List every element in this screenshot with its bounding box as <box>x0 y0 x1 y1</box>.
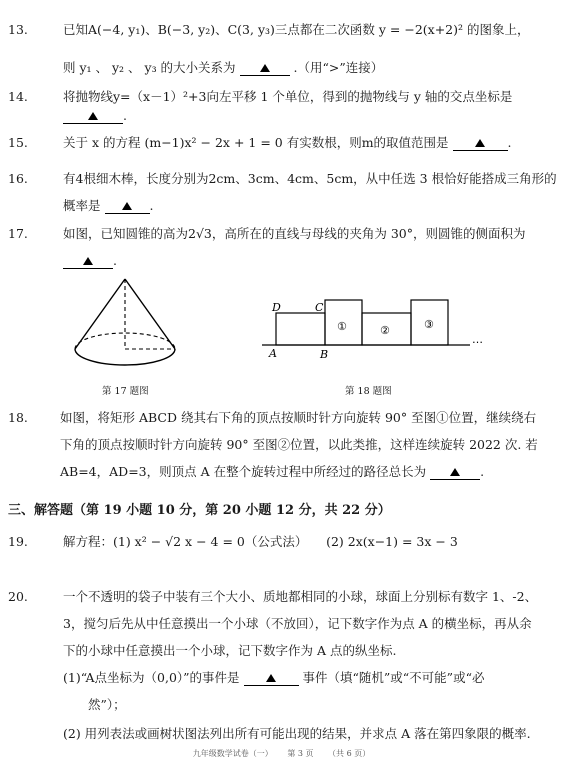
answer-blank-17 <box>63 252 113 269</box>
question-17-period: . <box>113 253 117 268</box>
page-footer <box>0 748 563 759</box>
question-18-number: 18. <box>8 410 28 425</box>
question-13-text: 已知A(−4, y₁)、B(−3, y₂)、C(3, y₃)三点都在二次函数 y = −2(x+2)² 的图象上， <box>63 22 530 37</box>
question-16-text-2: 概率是 <box>63 198 101 213</box>
question-16-period: . <box>149 198 154 213</box>
answer-blank-14 <box>63 107 123 124</box>
question-15-number: 15. <box>8 135 28 150</box>
question-18-text: 如图，将矩形 ABCD 绕其右下角的顶点按顺时针方向旋转 90° 至图①位置，继续绕右 <box>60 410 537 425</box>
question-20-part-1-hint: 事件（填“随机”或“不可能”或“必 <box>302 670 485 685</box>
question-20-number: 20. <box>8 589 28 604</box>
triangle-icon <box>266 674 276 682</box>
footer-page-total: （共 6 页） <box>328 749 371 758</box>
label-position-3: ③ <box>424 318 434 331</box>
question-17-text: 如图，已知圆锥的高为2√3，高所在的直线与母线的夹角为 30°，则圆锥的侧面积为 <box>63 226 526 241</box>
answer-blank-15 <box>453 134 508 151</box>
question-13-text-2: 则 y₁ 、 y₂ 、 y₃ 的大小关系为 <box>63 60 236 75</box>
question-20-text-5: 然”）； <box>88 697 126 712</box>
triangle-icon <box>450 468 460 476</box>
triangle-icon <box>260 64 270 72</box>
question-13-number: 13. <box>8 22 28 37</box>
label-c: C <box>315 301 324 314</box>
answer-blank-13 <box>240 59 290 76</box>
question-14-text: 将抛物线y=（x－1）²+3向左平移 1 个单位，得到的抛物线与 y 轴的交点坐标是 <box>63 89 513 104</box>
label-position-1: ① <box>337 320 347 333</box>
triangle-icon <box>88 112 98 120</box>
question-14-period: . <box>123 108 127 123</box>
answer-blank-16 <box>105 197 150 214</box>
label-ellipsis: … <box>472 333 483 346</box>
question-20-text-2: 3，搅匀后先从中任意摸出一个小球（不放回），记下数字作为点 A 的横坐标，再从余 <box>63 616 532 631</box>
question-14-number: 14. <box>8 89 28 104</box>
question-18-text-3: AB=4，AD=3，则顶点 A 在整个旋转过程中所经过的路径总长为 <box>60 464 427 479</box>
question-20-part-1: (1)“A点坐标为（0,0）”的事件是 <box>63 670 240 685</box>
triangle-icon <box>475 139 485 147</box>
question-19-text: 解方程：(1) x² − √2 x − 4 = 0（公式法） (2) 2x(x−1) = 3x − 3 <box>63 534 458 549</box>
cone-figure <box>70 275 180 373</box>
figure-18-caption: 第 18 题图 <box>345 386 392 397</box>
label-d: D <box>272 301 281 314</box>
question-20-part-2: (2) 用列表法或画树状图法列出所有可能出现的结果，并求点 A 落在第四象限的概率. <box>63 726 531 741</box>
question-15-period: . <box>507 135 512 150</box>
triangle-icon <box>83 257 93 265</box>
question-17-number: 17. <box>8 226 28 241</box>
label-position-2: ② <box>380 324 390 337</box>
question-16-number: 16. <box>8 171 28 186</box>
label-a: A <box>269 347 277 360</box>
question-18-period: . <box>480 464 485 479</box>
answer-blank-18 <box>430 463 480 480</box>
question-13-hint: .（用“>”连接） <box>293 60 384 75</box>
question-15-text: 关于 x 的方程 (m−1)x² − 2x + 1 = 0 有实数根，则m的取值范围是 <box>63 135 449 150</box>
footer-page-number: 第 3 页 <box>287 749 314 758</box>
label-b: B <box>320 348 329 360</box>
question-20-text: 一个不透明的袋子中装有三个大小、质地都相同的小球，球面上分别标有数字 1、-2、 <box>63 589 538 604</box>
section-3-title: 三、解答题（第 19 小题 10 分，第 20 小题 12 分，共 22 分） <box>8 503 391 518</box>
triangle-icon <box>122 202 132 210</box>
question-18-text-2: 下角的顶点按顺时针方向旋转 90° 至图②位置，以此类推，这样连续旋转 2022 次. 若 <box>60 437 538 452</box>
question-19-number: 19. <box>8 534 28 549</box>
answer-blank-20 <box>244 669 299 686</box>
footer-exam-title: 九年级数学试卷（一） <box>192 749 273 758</box>
question-16-text: 有4根细木棒，长度分别为2cm、3cm、4cm、5cm，从中任选 3 根恰好能搭成三角形的 <box>63 171 557 186</box>
question-20-text-3: 下的小球中任意摸出一个小球，记下数字作为 A 点的纵坐标. <box>63 643 397 658</box>
rotating-rectangle-figure <box>262 288 494 360</box>
figure-17-caption: 第 17 题图 <box>102 386 149 397</box>
